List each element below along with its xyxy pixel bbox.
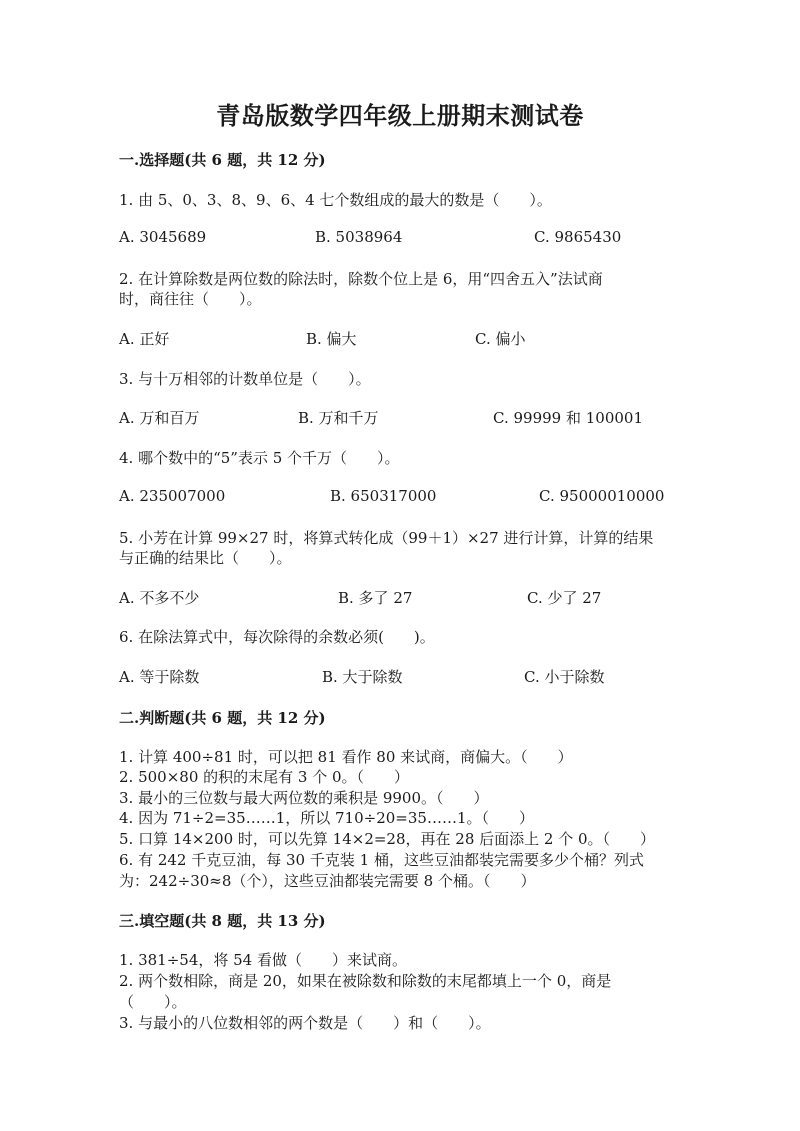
option-b: B. 650317000 [330,487,437,505]
fill-line: 3. 与最小的八位数相邻的两个数是（ ）和（ ）。 [119,1014,491,1032]
page-title: 青岛版数学四年级上册期末测试卷 [216,101,584,130]
judge-line: 4. 因为 71÷2=35……1，所以 710÷20=35……1。（ ） [119,809,534,827]
question-text: 与正确的结果比（ ）。 [119,549,292,567]
option-a: A. 235007000 [119,487,226,505]
fill-line: 2. 两个数相除，商是 20，如果在被除数和除数的末尾都填上一个 0，商是 [119,972,612,990]
option-b: B. 大于除数 [322,668,403,686]
option-b: B. 5038964 [315,228,403,246]
judge-line: 6. 有 242 千克豆油，每 30 千克装 1 桶，这些豆油都装完需要多少个桶？列式 [119,851,644,869]
question-text: 1. 由 5、0、3、8、9、6、4 七个数组成的最大的数是（ ）。 [119,191,552,209]
question-text: 3. 与十万相邻的计数单位是（ ）。 [119,370,371,388]
question-text: 5. 小芳在计算 99×27 时，将算式转化成（99＋1）×27 进行计算，计算的结果 [119,529,654,547]
judge-line: 为：242÷30≈8（个），这些豆油都装完需要 8 个桶。（ ） [119,872,536,890]
question-text: 时，商往往（ ）。 [119,290,262,308]
section-heading-judge: 二.判断题(共 6 题，共 12 分) [119,709,326,727]
option-c: C. 99999 和 100001 [493,409,643,427]
option-a: A. 正好 [119,330,170,348]
option-c: C. 95000010000 [539,487,665,505]
option-b: B. 万和千万 [298,409,379,427]
judge-line: 5. 口算 14×200 时，可以先算 14×2=28，再在 28 后面添上 2 个 0。（ ） [119,830,656,848]
option-c: C. 9865430 [534,228,622,246]
judge-line: 1. 计算 400÷81 时，可以把 81 看作 80 来试商，商偏大。（ ） [119,748,573,766]
option-c: C. 少了 27 [527,589,602,607]
option-c: C. 偏小 [475,330,526,348]
option-a: A. 不多不少 [119,589,200,607]
option-a: A. 等于除数 [119,668,200,686]
option-a: A. 3045689 [119,228,207,246]
question-text: 4. 哪个数中的“5”表示 5 个千万（ ）。 [119,449,400,467]
section-heading-choice: 一.选择题(共 6 题，共 12 分) [119,151,326,169]
section-heading-fill: 三.填空题(共 8 题，共 13 分) [119,912,326,930]
option-b: B. 多了 27 [338,589,413,607]
option-a: A. 万和百万 [119,409,200,427]
fill-line: （ ）。 [119,993,187,1011]
option-b: B. 偏大 [306,330,357,348]
judge-line: 3. 最小的三位数与最大两位数的乘积是 9900。（ ） [119,789,489,807]
judge-line: 2. 500×80 的积的末尾有 3 个 0。（ ） [119,768,410,786]
option-c: C. 小于除数 [524,668,605,686]
question-text: 2. 在计算除数是两位数的除法时，除数个位上是 6，用“四舍五入”法试商 [119,270,603,288]
question-text: 6. 在除法算式中，每次除得的余数必须( )。 [119,628,435,646]
fill-line: 1. 381÷54，将 54 看做（ ）来试商。 [119,951,407,969]
